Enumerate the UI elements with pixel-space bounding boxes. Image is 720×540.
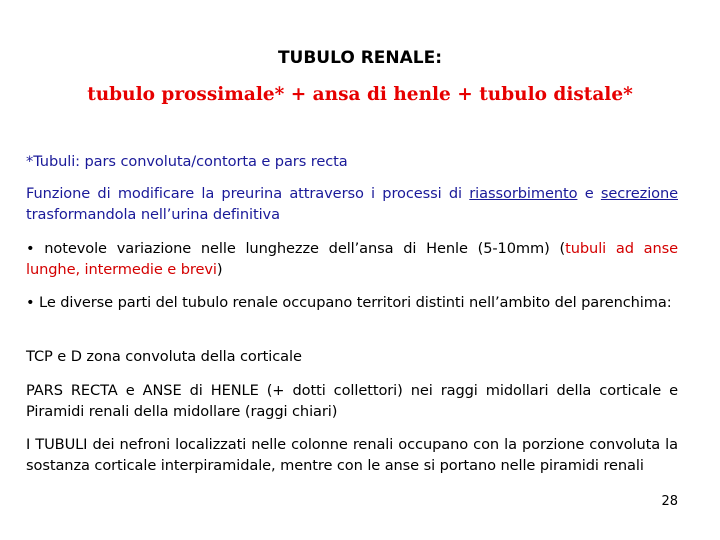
page-number: 28 (661, 494, 678, 509)
funzione-paragraph (26, 183, 678, 225)
bullet-parenchima: • Le diverse parti del tubulo renale occupano territori distinti nell’ambito del parenchima: (26, 294, 672, 311)
pars-recta-paragraph: PARS RECTA e ANSE di HENLE (+ dotti collettori) nei raggi midollari della corticale e Piramidi renali della midollare (raggi chiari) (26, 382, 678, 420)
tcp-line: TCP e D zona convoluta della corticale (26, 348, 302, 365)
funzione-text-end: trasformandola nell’urina definitiva (26, 206, 280, 223)
riassorbimento-term: riassorbimento (469, 185, 578, 202)
bullet-text-red: tubuli ad anse lunghe, intermedie e brevi (26, 240, 678, 278)
funzione-text-start: Funzione di modificare la preurina attraverso i processi di (26, 185, 470, 202)
funzione-text-e: e (577, 185, 594, 202)
tubuli-note: *Tubuli: pars convoluta/contorta e pars recta (26, 153, 348, 170)
bullet-text-start: • notevole variazione nelle lunghezze dell’ansa di Henle (5-10mm) ( (26, 240, 566, 257)
secrezione-term: secrezione (600, 185, 679, 202)
bullet-ansa-henle (26, 238, 678, 280)
slide-subtitle: tubulo prossimale* + ansa di henle + tubulo distale* (87, 84, 633, 105)
slide-title: TUBULO RENALE: (277, 48, 443, 68)
bullet-text-end: ) (216, 261, 223, 278)
tubuli-nefroni-paragraph: I TUBULI dei nefroni localizzati nelle colonne renali occupano con la porzione convoluta la sostanza corticale interpiramidale, mentre con le anse si portano nelle piramidi renali (26, 436, 678, 474)
